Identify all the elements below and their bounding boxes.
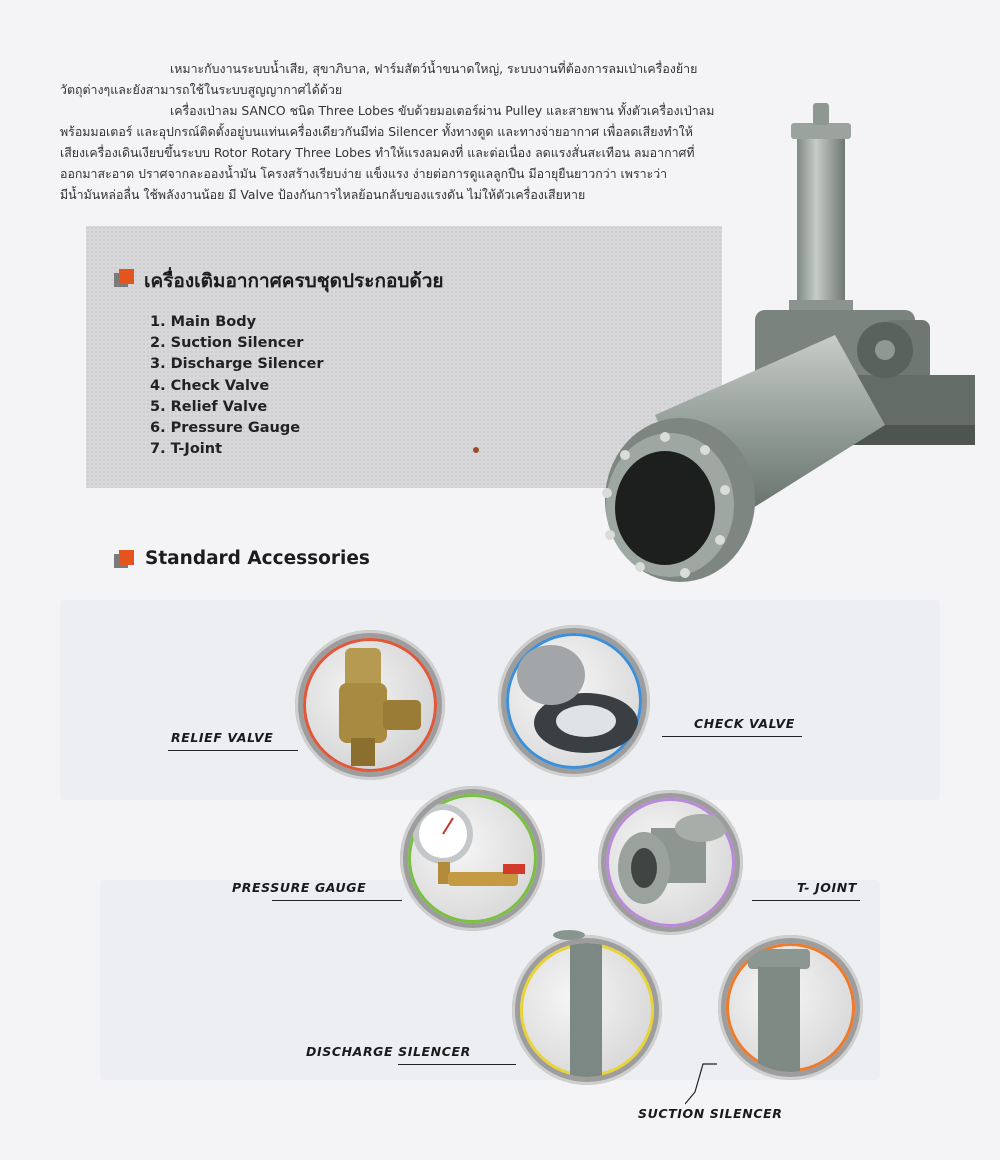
pipe-tee-icon xyxy=(606,798,735,927)
silencer-pipe-icon xyxy=(726,943,855,1072)
list-item: 6. Pressure Gauge xyxy=(150,420,301,437)
intro-line: วัตถุต่างๆและยังสามารถใช้ในระบบสูญญากาศได้ด้วย xyxy=(60,82,343,97)
intro-line: เครื่องเป่าลม SANCO ชนิด Three Lobes ขับด้วยมอเตอร์ผ่าน Pulley และสายพาน ทั้งตัวเครื่องเป่าลม xyxy=(170,103,715,118)
pressure-gauge-image xyxy=(400,786,545,931)
rubber-ring-icon xyxy=(506,633,642,769)
discharge-silencer-label: DISCHARGE SILENCER xyxy=(306,1044,471,1059)
intro-line: เหมาะกับงานระบบน้ำเสีย, สุขาภิบาล, ฟาร์มสัตว์น้ำขนาดใหญ่, ระบบงานที่ต้องการลมเป่าเครื่องย้าย xyxy=(170,61,698,76)
silencer-pipe-icon xyxy=(520,943,654,1077)
t-joint-image xyxy=(598,790,743,935)
label-underline xyxy=(752,900,860,901)
suction-silencer-image xyxy=(718,935,863,1080)
list-item: 3. Discharge Silencer xyxy=(150,356,324,373)
t-joint-label: T- JOINT xyxy=(797,880,857,895)
intro-line: มีน้ำมันหล่อลื่น ใช้พลังงานน้อย มี Valve ป้องกันการไหลย้อนกลับของแรงดัน ไม่ให้ตัวเครื่องเสียหาย xyxy=(60,187,586,202)
label-underline xyxy=(398,1064,516,1065)
brass-valve-icon xyxy=(303,638,437,772)
relief-valve-label: RELIEF VALVE xyxy=(171,730,274,745)
list-item: 7. T-Joint xyxy=(150,441,223,458)
suction-silencer-label: SUCTION SILENCER xyxy=(638,1106,783,1121)
components-list xyxy=(150,312,324,460)
square-bullet-icon xyxy=(114,269,134,289)
intro-line: พร้อมมอเตอร์ และอุปกรณ์ติดตั้งอยู่บนแท่นเครื่องเดียวกันมีท่อ Silencer ทั้งทางดูด และทางจ่ายอากาศ เพื่อลดเสียงทำให้ xyxy=(60,124,693,139)
list-item: 5. Relief Valve xyxy=(150,398,268,415)
discharge-silencer-image xyxy=(512,935,662,1085)
dot-mark xyxy=(473,447,479,453)
intro-line: เสียงเครื่องเดินเงียบขึ้นระบบ Rotor Rotary Three Lobes ทำให้แรงลมคงที่ และต่อเนื่อง ลดแรงสั่นสะเทือน ลมอากาศที่ xyxy=(60,145,695,160)
list-item: 1. Main Body xyxy=(150,314,257,330)
list-item: 4. Check Valve xyxy=(150,377,270,394)
label-underline xyxy=(168,750,298,751)
gauge-icon xyxy=(408,794,537,923)
square-bullet-icon xyxy=(114,550,134,570)
intro-line: ออกมาสะอาด ปราศจากละอองน้ำมัน โครงสร้างเรียบง่าย แข็งแรง ง่ายต่อการดูแลลูกปืน มีอายุยืนยาวกว่า เพราะว่า xyxy=(60,166,668,181)
label-underline xyxy=(662,736,802,737)
accessories-heading: Standard Accessories xyxy=(145,548,370,569)
relief-valve-image xyxy=(295,630,445,780)
components-heading: เครื่องเติมอากาศครบชุดประกอบด้วย xyxy=(144,270,444,292)
check-valve-image xyxy=(498,625,650,777)
pressure-gauge-label: PRESSURE GAUGE xyxy=(232,880,367,895)
discharge-silencer-cap xyxy=(553,930,585,940)
air-blower-image xyxy=(585,95,985,595)
list-item: 2. Suction Silencer xyxy=(150,335,304,352)
label-underline xyxy=(272,900,402,901)
label-leader-line xyxy=(685,1062,725,1106)
check-valve-label: CHECK VALVE xyxy=(694,716,795,731)
